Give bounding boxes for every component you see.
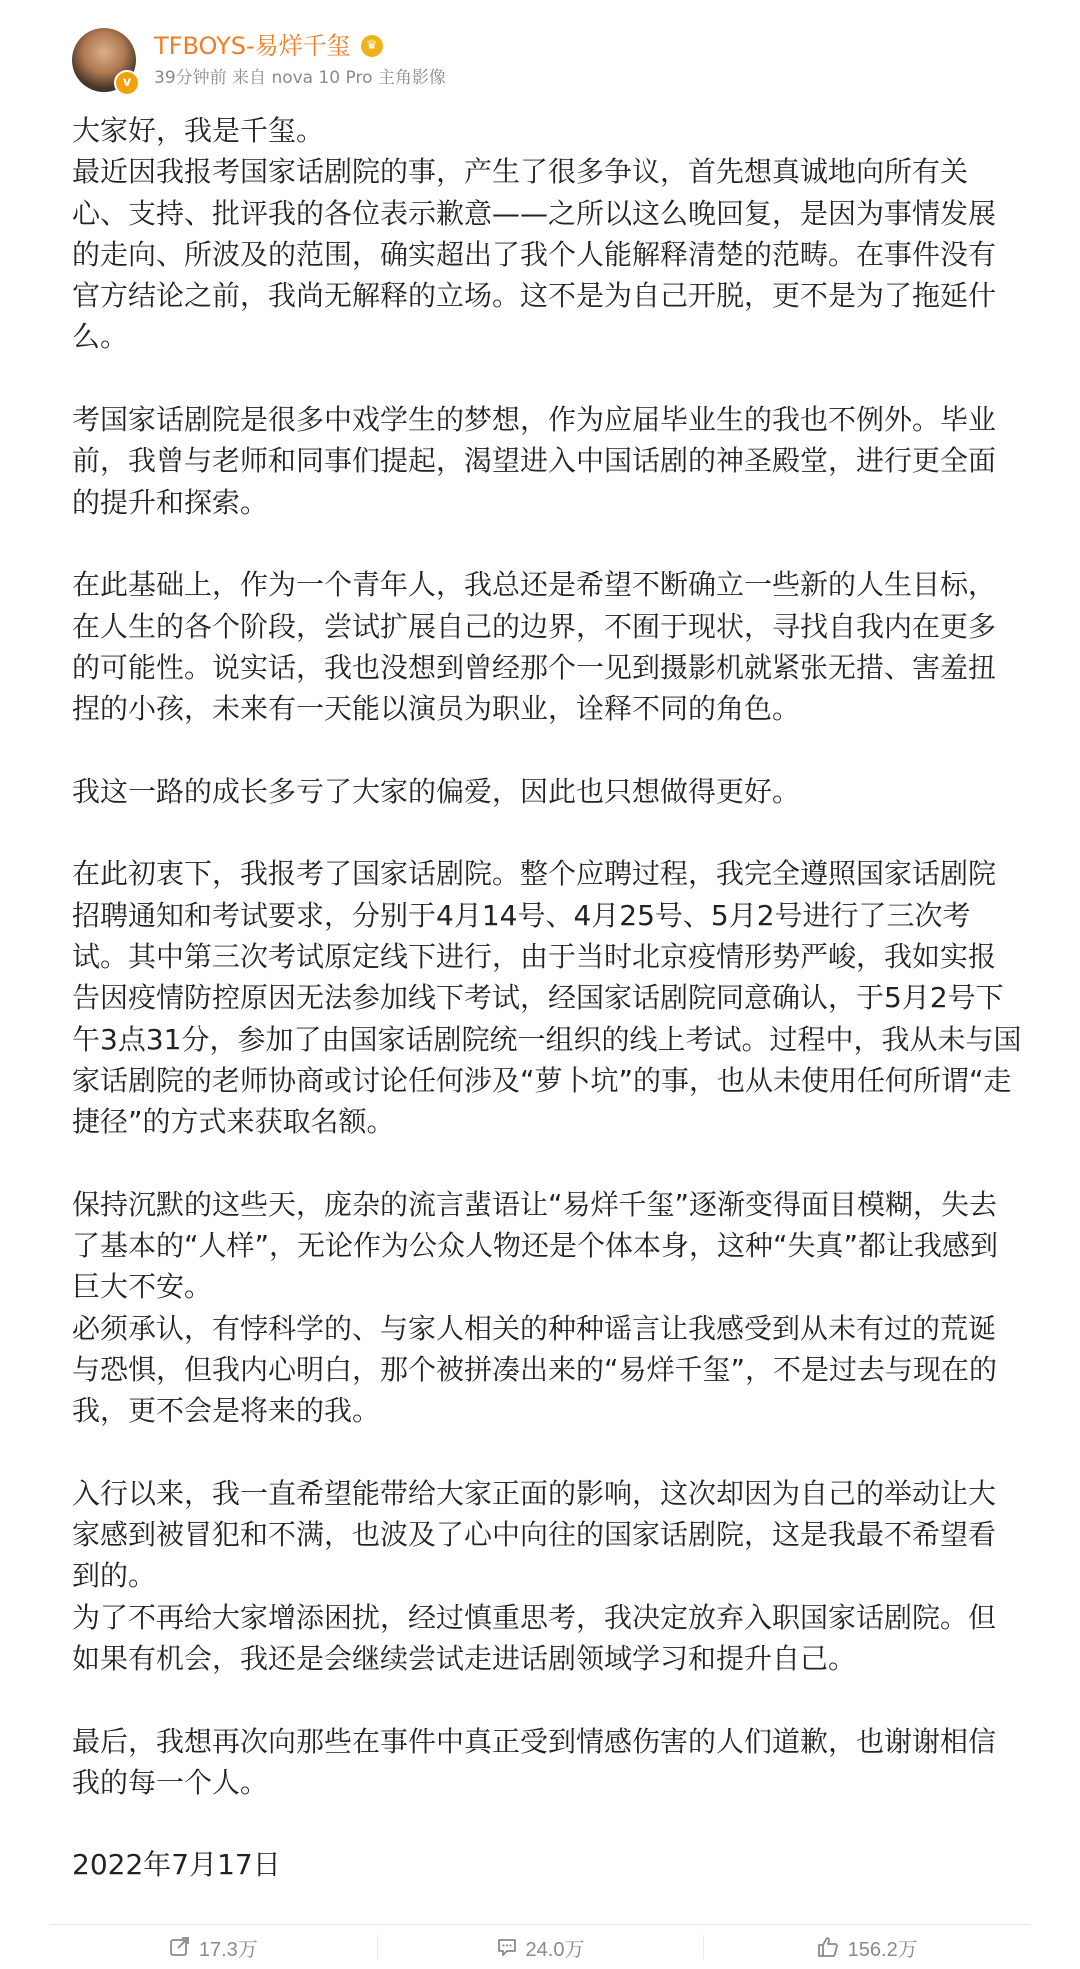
paragraph-gap — [72, 523, 1022, 564]
paragraph: 我这一路的成长多亏了大家的偏爱，因此也只想做得更好。 — [72, 774, 801, 808]
paragraph-gap — [72, 729, 1022, 770]
post-meta — [154, 31, 446, 89]
comment-icon — [496, 1936, 518, 1958]
repost-icon — [169, 1936, 191, 1958]
paragraph: 考国家话剧院是很多中戏学生的梦想，作为应届毕业生的我也不例外。毕业前，我曾与老师和同事们提起，渴望进入中国话剧的神圣殿堂，进行更全面的提升和探索。 — [72, 403, 997, 519]
post-body — [72, 110, 1022, 1886]
post-header — [72, 24, 446, 96]
comment-count: 24.0万 — [525, 1938, 585, 1961]
paragraph: 最后，我想再次向那些在事件中真正受到情感伤害的人们道歉，也谢谢相信我的每一个人。 — [72, 1724, 997, 1799]
paragraph-gap — [72, 812, 1022, 853]
like-button[interactable] — [703, 1925, 1030, 1969]
paragraph: 必须承认，有悖科学的、与家人相关的种种谣言让我感受到从未有过的荒诞与恐惧，但我内心明白，那个被拼凑出来的“易烊千玺”，不是过去与现在的我，更不会是将来的我。 — [72, 1311, 998, 1428]
repost-count: 17.3万 — [198, 1938, 258, 1961]
paragraph: 在此基础上，作为一个青年人，我总还是希望不断确立一些新的人生目标，在人生的各个阶段，尝试扩展自己的边界，不囿于现状，寻找自我内在更多的可能性。说实话，我也没想到曾经那个一见到摄影机就紧张无措、害羞扭捏的小孩，未来有一天能以演员为职业，诠释不同的角色。 — [72, 568, 997, 726]
paragraph-gap — [72, 358, 1022, 399]
like-count: 156.2万 — [847, 1938, 918, 1961]
member-badge-icon: ♛ — [361, 35, 383, 57]
post-info: 39分钟前 来自 nova 10 Pro 主角影像 — [154, 68, 446, 88]
name-row — [154, 31, 446, 61]
paragraph-gap — [72, 1142, 1022, 1183]
paragraph-gap — [72, 1432, 1022, 1473]
paragraph: 保持沉默的这些天，庞杂的流言蜚语让“易烊千玺”逐渐变得面目模糊，失去了基本的“人样”，无论作为公众人物还是个体本身，这种“失真”都让我感到巨大不安。 — [72, 1187, 999, 1304]
paragraph: 入行以来，我一直希望能带给大家正面的影响，这次却因为自己的举动让大家感到被冒犯和不满，也波及了心中向往的国家话剧院，这是我最不希望看到的。 — [72, 1476, 997, 1593]
paragraph-gap — [72, 1803, 1022, 1844]
paragraph: 最近因我报考国家话剧院的事，产生了很多争议，首先想真诚地向所有关心、支持、批评我的各位表示歉意——之所以这么晚回复，是因为事情发展的走向、所波及的范围，确实超出了我个人能解释清楚的范畴。在事件没有官方结论之前，我尚无解释的立场。这不是为自己开脱，更不是为了拖延什么。 — [72, 155, 997, 354]
repost-button[interactable] — [50, 1925, 377, 1969]
username[interactable]: TFBOYS-易烊千玺 — [154, 32, 351, 60]
verified-icon: v — [114, 70, 140, 96]
avatar[interactable] — [72, 28, 136, 92]
paragraph: 在此初衷下，我报考了国家话剧院。整个应聘过程，我完全遵照国家话剧院招聘通知和考试要求，分别于4月14号、4月25号、5月2号进行了三次考试。其中第三次考试原定线下进行，由于当时北京疫情形势严峻，我如实报告因疫情防控原因无法参加线下考试，经国家话剧院同意确认，于5月2号下午3点31分，参加了由国家话剧院统一组织的线上考试。过程中，我从未与国家话剧院的老师协商或讨论任何涉及“萝卜坑”的事，也从未使用任何所谓“走捷径”的方式来获取名额。 — [72, 857, 1022, 1139]
paragraph: 大家好，我是千玺。 — [72, 114, 325, 147]
paragraph-gap — [72, 1679, 1022, 1720]
action-bar — [50, 1925, 1030, 1969]
comment-button[interactable] — [377, 1925, 704, 1969]
paragraph: 为了不再给大家增添困扰，经过慎重思考，我决定放弃入职国家话剧院。但如果有机会，我还是会继续尝试走进话剧领域学习和提升自己。 — [72, 1600, 997, 1675]
like-icon — [816, 1935, 840, 1959]
post-date: 2022年7月17日 — [72, 1848, 281, 1882]
